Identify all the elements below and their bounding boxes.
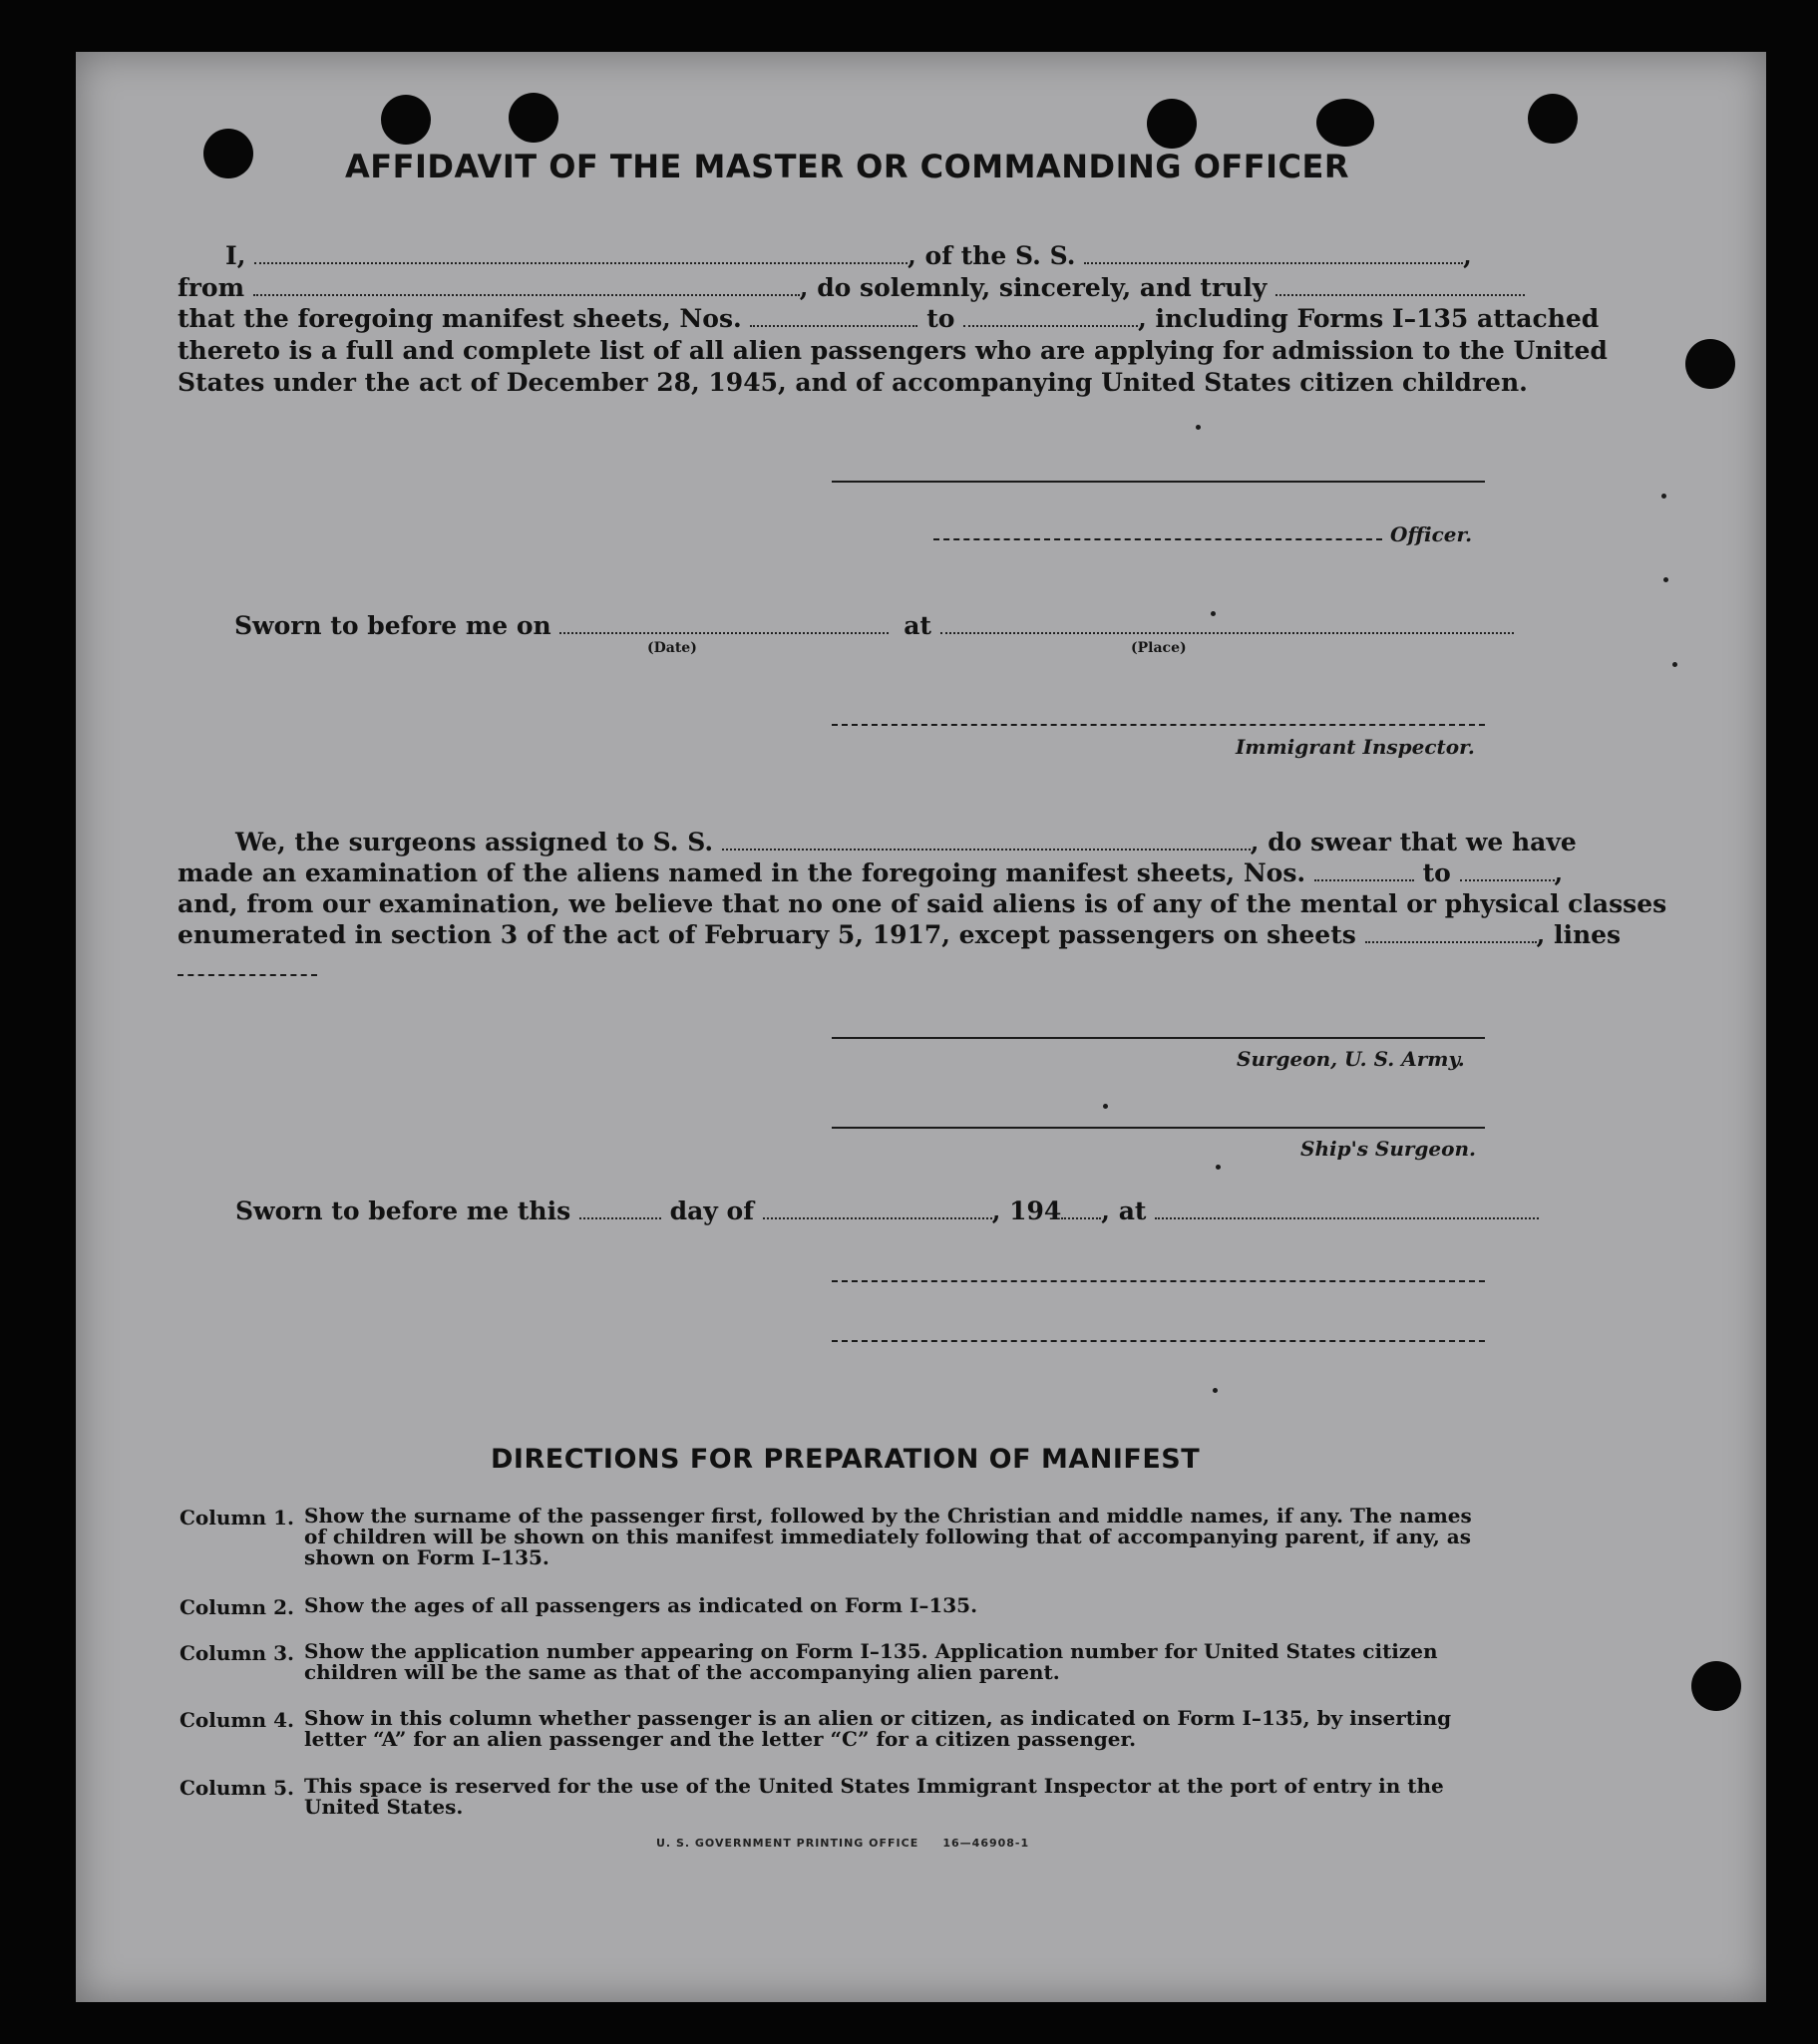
signature-line bbox=[832, 724, 1485, 726]
surgeons-line-4 bbox=[178, 920, 1621, 949]
signature-line bbox=[832, 1037, 1485, 1039]
affidavit-text: , bbox=[1463, 241, 1472, 270]
month-blank bbox=[763, 1216, 992, 1219]
inspector-label: Immigrant Inspector. bbox=[1236, 735, 1475, 759]
lines-blank bbox=[178, 974, 317, 976]
document-sheet bbox=[76, 52, 1766, 2002]
punch-hole bbox=[1685, 339, 1735, 389]
name-blank bbox=[254, 261, 908, 264]
speck bbox=[1103, 1104, 1108, 1109]
punch-hole bbox=[203, 129, 253, 178]
column-text: This space is reserved for the use of the United States Immigrant Inspector at the port of entry in the United States. bbox=[304, 1774, 1444, 1819]
column-label: Column 2. bbox=[180, 1595, 294, 1619]
sworn-text: , at bbox=[1101, 1196, 1147, 1225]
sheet-to-blank bbox=[1460, 878, 1555, 881]
place-blank bbox=[1155, 1216, 1539, 1219]
surgeons-text: made an examination of the aliens named in the foregoing manifest sheets, Nos. bbox=[178, 858, 1306, 887]
day-blank bbox=[579, 1216, 661, 1219]
sheet-from-blank bbox=[1314, 878, 1414, 881]
column-text: Show the ages of all passengers as indicated on Form I–135. bbox=[304, 1593, 978, 1617]
column-label: Column 1. bbox=[180, 1506, 294, 1530]
punch-hole bbox=[1316, 99, 1374, 147]
direction-column-3 bbox=[180, 1641, 1496, 1685]
ship-blank bbox=[1084, 261, 1463, 264]
affidavit-text: that the foregoing manifest sheets, Nos. bbox=[178, 304, 742, 333]
signature-line bbox=[832, 1127, 1485, 1129]
affidavit-text: , including Forms I–135 attached bbox=[1138, 304, 1600, 333]
sworn-line-2 bbox=[235, 1196, 1539, 1225]
form-title: AFFIDAVIT OF THE MASTER OR COMMANDING OFFICER bbox=[345, 148, 1349, 185]
date-blank bbox=[559, 631, 889, 634]
column-text: Show the surname of the passenger first, followed by the Christian and middle names, if any. The names of children will be shown on this manifest immediately following that of accompanying parent, if any, as shown on Form I–135. bbox=[304, 1504, 1472, 1569]
column-label: Column 3. bbox=[180, 1641, 294, 1665]
surgeons-text: , bbox=[1554, 858, 1564, 887]
place-caption: (Place) bbox=[1131, 640, 1187, 656]
affidavit-line-1 bbox=[225, 241, 1472, 270]
sworn-text: Sworn to before me this bbox=[235, 1196, 571, 1225]
speck bbox=[1661, 494, 1666, 499]
ship-surgeon-label: Ship's Surgeon. bbox=[1300, 1137, 1476, 1161]
place-blank bbox=[940, 631, 1514, 634]
punch-hole bbox=[509, 93, 558, 143]
column-text: Show in this column whether passenger is an alien or citizen, as indicated on Form I–135, by inserting letter “A” for an alien passenger and the letter “C” for a citizen passenger. bbox=[304, 1706, 1452, 1751]
signature-line bbox=[832, 1340, 1485, 1342]
signature-line bbox=[832, 1280, 1485, 1282]
surgeons-text: enumerated in section 3 of the act of February 5, 1917, except passengers on sheets bbox=[178, 920, 1356, 949]
affidavit-text: I, bbox=[225, 241, 246, 270]
officer-label: Officer. bbox=[1390, 522, 1473, 546]
signature-line bbox=[933, 538, 1382, 540]
punch-hole bbox=[1691, 1661, 1741, 1711]
date-caption: (Date) bbox=[647, 640, 697, 656]
directions-title: DIRECTIONS FOR PREPARATION OF MANIFEST bbox=[491, 1444, 1201, 1475]
oath-blank bbox=[1275, 293, 1525, 296]
speck bbox=[1213, 1388, 1218, 1393]
printing-office-footer: U. S. GOVERNMENT PRINTING OFFICE 16—46908-1 bbox=[656, 1837, 1030, 1850]
surgeons-line-2 bbox=[178, 858, 1563, 887]
ship-blank bbox=[722, 848, 1251, 851]
sheets-blank bbox=[1365, 940, 1537, 943]
punch-hole bbox=[381, 95, 431, 145]
sworn-text: , 194 bbox=[991, 1196, 1062, 1225]
affidavit-text: , of the S. S. bbox=[908, 241, 1076, 270]
speck bbox=[1663, 577, 1668, 582]
direction-column-4 bbox=[180, 1708, 1496, 1752]
direction-column-5 bbox=[180, 1776, 1496, 1820]
punch-hole bbox=[1528, 94, 1578, 144]
affidavit-line-5: States under the act of December 28, 1945, and of accompanying United States citizen children. bbox=[178, 368, 1528, 397]
sworn-text: at bbox=[904, 611, 931, 640]
affidavit-text: to bbox=[926, 304, 955, 333]
surgeons-text: , lines bbox=[1536, 920, 1622, 949]
affidavit-line-2 bbox=[178, 273, 1525, 302]
column-label: Column 4. bbox=[180, 1708, 294, 1732]
affidavit-text: , do solemnly, sincerely, and truly bbox=[799, 273, 1268, 302]
signature-line bbox=[832, 481, 1485, 483]
column-label: Column 5. bbox=[180, 1776, 294, 1800]
speck bbox=[1216, 1165, 1221, 1170]
surgeons-text: We, the surgeons assigned to S. S. bbox=[235, 828, 714, 856]
affidavit-line-4: thereto is a full and complete list of all alien passengers who are applying for admission to the United bbox=[178, 336, 1608, 365]
sworn-text: day of bbox=[669, 1196, 754, 1225]
direction-column-1 bbox=[180, 1506, 1496, 1571]
affidavit-line-3 bbox=[178, 304, 1599, 333]
year-blank bbox=[1061, 1216, 1101, 1219]
sheet-to-blank bbox=[963, 324, 1138, 327]
army-surgeon-label: Surgeon, U. S. Army. bbox=[1237, 1047, 1465, 1071]
speck bbox=[1672, 662, 1677, 667]
direction-column-2 bbox=[180, 1595, 1496, 1617]
port-blank bbox=[253, 293, 800, 296]
sheet-from-blank bbox=[750, 324, 917, 327]
punch-hole bbox=[1147, 99, 1197, 149]
column-text: Show the application number appearing on Form I–135. Application number for United States citizen children will be the same as that of the accompanying alien parent. bbox=[304, 1639, 1438, 1684]
surgeons-line-1 bbox=[235, 828, 1577, 856]
sworn-text: Sworn to before me on bbox=[234, 611, 551, 640]
surgeons-text: to bbox=[1422, 858, 1451, 887]
surgeons-text: , do swear that we have bbox=[1250, 828, 1577, 856]
sworn-line-1 bbox=[234, 611, 1514, 640]
speck bbox=[1196, 425, 1201, 430]
affidavit-text: from bbox=[178, 273, 245, 302]
surgeons-line-3: and, from our examination, we believe that no one of said aliens is of any of the mental or physical classes bbox=[178, 889, 1667, 918]
